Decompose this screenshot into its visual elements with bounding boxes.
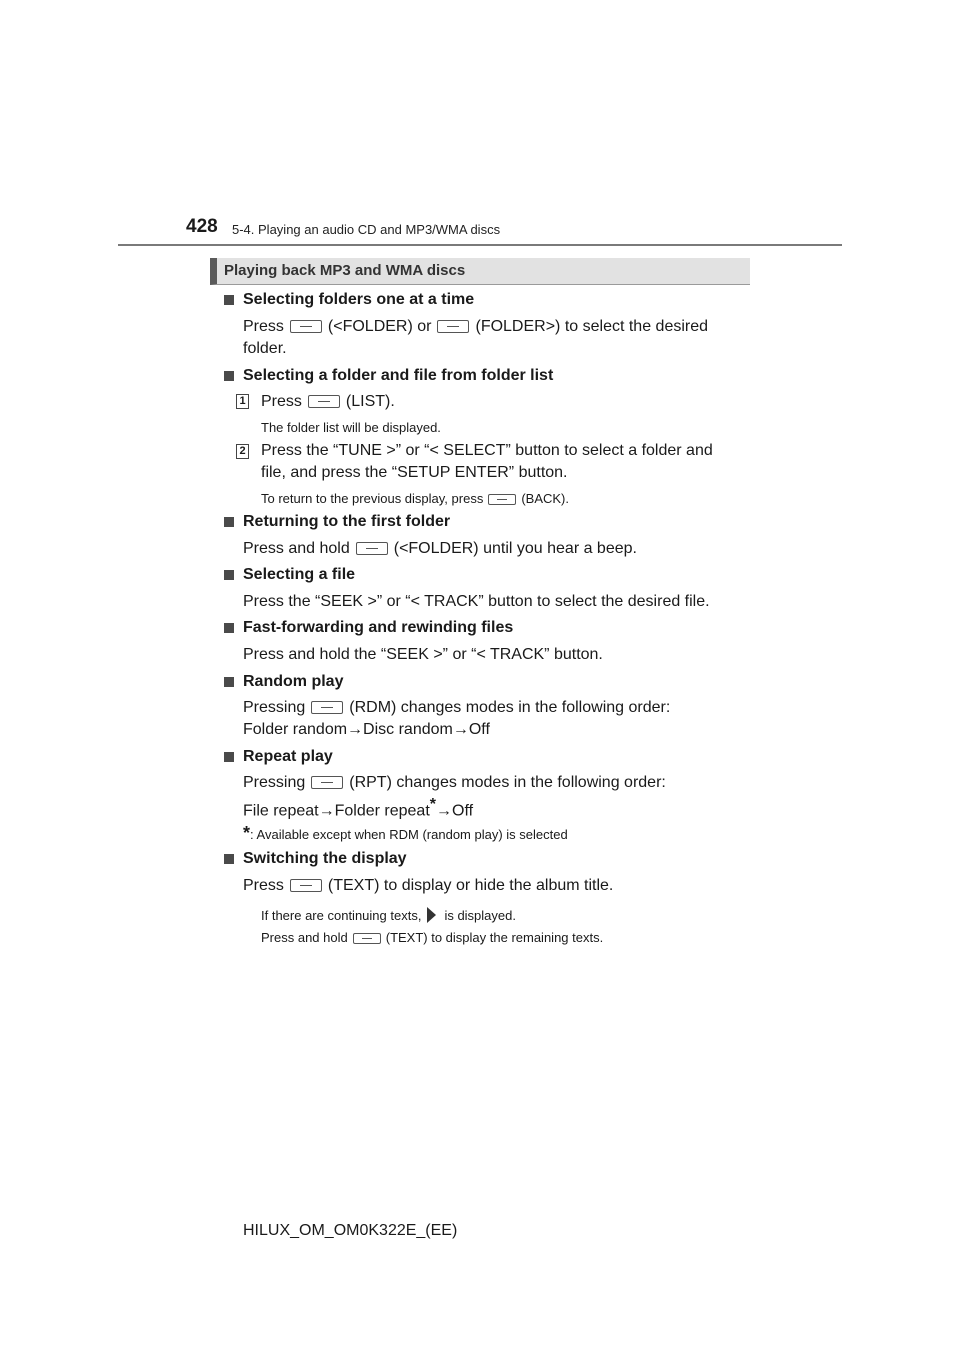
switch-display-note-1: If there are continuing texts, is displayed. <box>261 908 516 923</box>
step2-note: To return to the previous display, press (BACK). <box>261 491 569 506</box>
fast-forward-text: Press and hold the “SEEK >” or “< TRACK” button. <box>243 646 603 663</box>
back-button-icon <box>488 494 516 505</box>
selecting-folders-text: Press (<FOLDER) or (FOLDER>) to select the desired <box>243 318 709 335</box>
folder-next-button-icon <box>437 320 469 333</box>
heading-folder-list: Selecting a folder and file from folder list <box>224 365 553 387</box>
document-code: HILUX_OM_OM0K322E_(EE) <box>243 1222 458 1239</box>
chapter-title: 5-4. Playing an audio CD and MP3/WMA discs <box>232 222 501 237</box>
repeat-play-text: Pressing (RPT) changes modes in the following order: <box>243 774 666 791</box>
first-folder-text: Press and hold (<FOLDER) until you hear a beep. <box>243 540 637 557</box>
random-play-modes: Folder random→Disc random→Off <box>243 721 490 738</box>
arrow-icon: → <box>452 721 469 738</box>
repeat-play-footnote: *: Available except when RDM (random play) is selected <box>243 823 568 843</box>
section-heading <box>210 258 750 285</box>
heading-fast-forward: Fast-forwarding and rewinding files <box>224 617 513 639</box>
list-button-icon <box>308 395 340 408</box>
text-button-icon <box>290 879 322 892</box>
random-play-text: Pressing (RDM) changes modes in the following order: <box>243 699 671 716</box>
heading-switch-display: Switching the display <box>224 848 407 870</box>
rdm-button-icon <box>311 701 343 714</box>
continuation-arrow-icon <box>427 907 436 923</box>
arrow-icon: → <box>436 802 452 820</box>
step2-text-1: Press the “TUNE >” or “< SELECT” button to select a folder and <box>261 442 713 459</box>
select-file-text: Press the “SEEK >” or “< TRACK” button to select the desired file. <box>243 593 710 610</box>
repeat-play-modes: File repeat→Folder repeat*→Off <box>243 796 474 820</box>
arrow-icon: → <box>347 721 364 738</box>
page-number: 428 <box>186 216 218 237</box>
step-number-1: 1 <box>236 394 249 409</box>
text-button-icon <box>353 933 381 944</box>
heading-selecting-folders: Selecting folders one at a time <box>224 289 474 311</box>
heading-first-folder: Returning to the first folder <box>224 511 450 533</box>
heading-repeat-play: Repeat play <box>224 746 333 768</box>
arrow-icon: → <box>318 802 335 820</box>
folder-prev-button-icon <box>356 542 388 555</box>
folder-prev-button-icon <box>290 320 322 333</box>
switch-display-note-2: Press and hold (TEXT) to display the remaining texts. <box>261 930 604 945</box>
selecting-folders-text-2: folder. <box>243 340 287 357</box>
step1-note: The folder list will be displayed. <box>261 420 441 435</box>
heading-select-file: Selecting a file <box>224 564 355 586</box>
section-title: Playing back MP3 and WMA discs <box>224 262 466 279</box>
step-number-2: 2 <box>236 444 249 459</box>
header-rule <box>118 244 842 246</box>
step2-text-2: file, and press the “SETUP ENTER” button. <box>261 464 568 481</box>
rpt-button-icon <box>311 776 343 789</box>
switch-display-text: Press (TEXT) to display or hide the album title. <box>243 877 614 894</box>
step1-text: Press (LIST). <box>261 393 395 410</box>
heading-random-play: Random play <box>224 671 343 693</box>
